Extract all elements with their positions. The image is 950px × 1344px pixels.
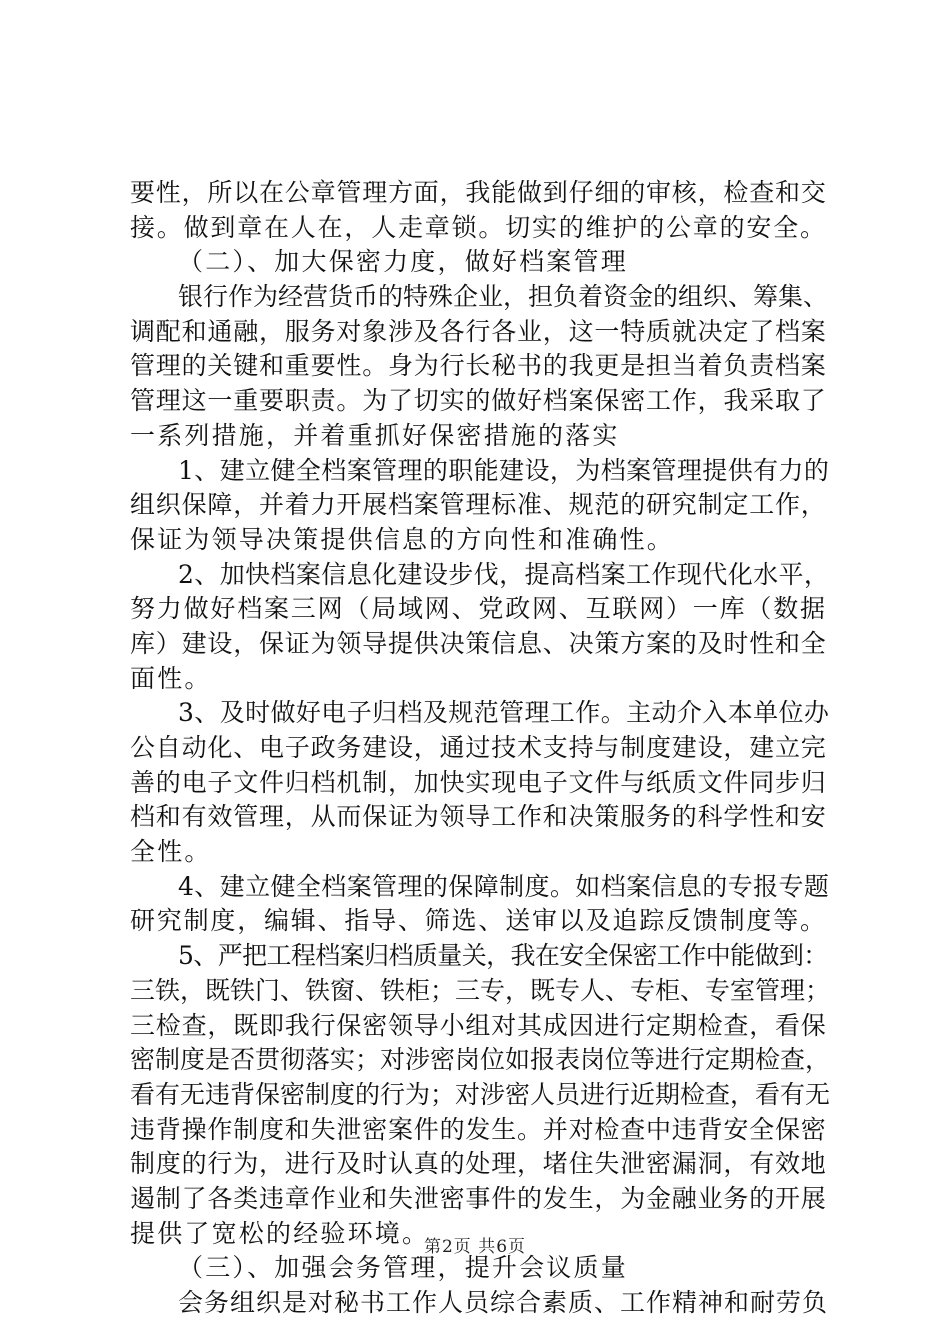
text-line: 密制度是否贯彻落实；对涉密岗位如报表岗位等进行定期检查， <box>130 1045 831 1075</box>
text-line: 努力做好档案三网（局域网、党政网、互联网）一库（数据 <box>130 594 827 624</box>
text-line: 三铁，既铁门、铁窗、铁柜；三专，既专人、专柜、专室管理； <box>130 975 831 1005</box>
text-line: 善的电子文件归档机制，加快实现电子文件与纸质文件同步归 <box>130 767 827 797</box>
text-line: 提供了宽松的经验环境。 <box>130 1218 430 1248</box>
text-line: 研究制度，编辑、指导、筛选、送审以及追踪反馈制度等。 <box>130 906 827 936</box>
text-line: 档和有效管理，从而保证为领导工作和决策服务的科学性和安 <box>130 802 827 832</box>
text-line: 接。做到章在人在，人走章锁。切实的维护的公章的安全。 <box>130 212 827 242</box>
text-line: 要性，所以在公章管理方面，我能做到仔细的审核，检查和交 <box>130 178 827 207</box>
text-line: 管理这一重要职责。为了切实的做好档案保密工作，我采取了 <box>130 386 827 416</box>
text-line: 银行作为经营货币的特殊企业，担负着资金的组织、筹集、 <box>178 282 829 312</box>
text-line: 会务组织是对秘书工作人员综合素质、工作精神和耐劳负 <box>178 1288 829 1317</box>
text-line: 一系列措施，并着重抓好保密措施的落实 <box>130 420 620 450</box>
document-body <box>130 176 830 1321</box>
text-line: 调配和通融，服务对象涉及各行各业，这一特质就决定了档案 <box>130 316 827 346</box>
text-line: 全性。 <box>130 837 212 867</box>
text-line: （三）、加强会务管理，提升会议质量 <box>178 1253 628 1283</box>
text-line: 制度的行为，进行及时认真的处理，堵住失泄密漏洞，有效地 <box>130 1149 827 1179</box>
text-line: （二）、加大保密力度，做好档案管理 <box>178 247 628 277</box>
text-line: 看有无违背保密制度的行为；对涉密人员进行近期检查，看有无 <box>130 1079 831 1109</box>
text-line: 管理的关键和重要性。身为行长秘书的我更是担当着负责档案 <box>130 351 827 381</box>
text-line: 库）建设，保证为领导提供决策信息、决策方案的及时性和全 <box>130 628 827 658</box>
text-line: 5、严把工程档案归档质量关，我在安全保密工作中能做到： <box>178 941 828 971</box>
text-line: 公自动化、电子政务建设，通过技术支持与制度建设，建立完 <box>130 733 827 762</box>
text-line: 2、加快档案信息化建设步伐，提高档案工作现代化水平， <box>178 559 830 589</box>
text-line: 遏制了各类违章作业和失泄密事件的发生，为金融业务的开展 <box>130 1183 827 1213</box>
text-line: 保证为领导决策提供信息的方向性和准确性。 <box>130 524 675 554</box>
text-line: 3、及时做好电子归档及规范管理工作。主动介入本单位办 <box>178 698 830 728</box>
text-line: 4、建立健全档案管理的保障制度。如档案信息的专报专题 <box>178 871 830 901</box>
text-line: 组织保障，并着力开展档案管理标准、规范的研究制定工作， <box>130 490 827 520</box>
text-line: 1、建立健全档案管理的职能建设，为档案管理提供有力的 <box>178 455 830 485</box>
text-line: 违背操作制度和失泄密案件的发生。并对检查中违背安全保密 <box>130 1114 827 1144</box>
text-line: 面性。 <box>130 663 212 693</box>
page-footer: 第2页 共6页 <box>423 1237 527 1257</box>
text-line: 三检查，既即我行保密领导小组对其成因进行定期检查，看保 <box>130 1010 827 1040</box>
